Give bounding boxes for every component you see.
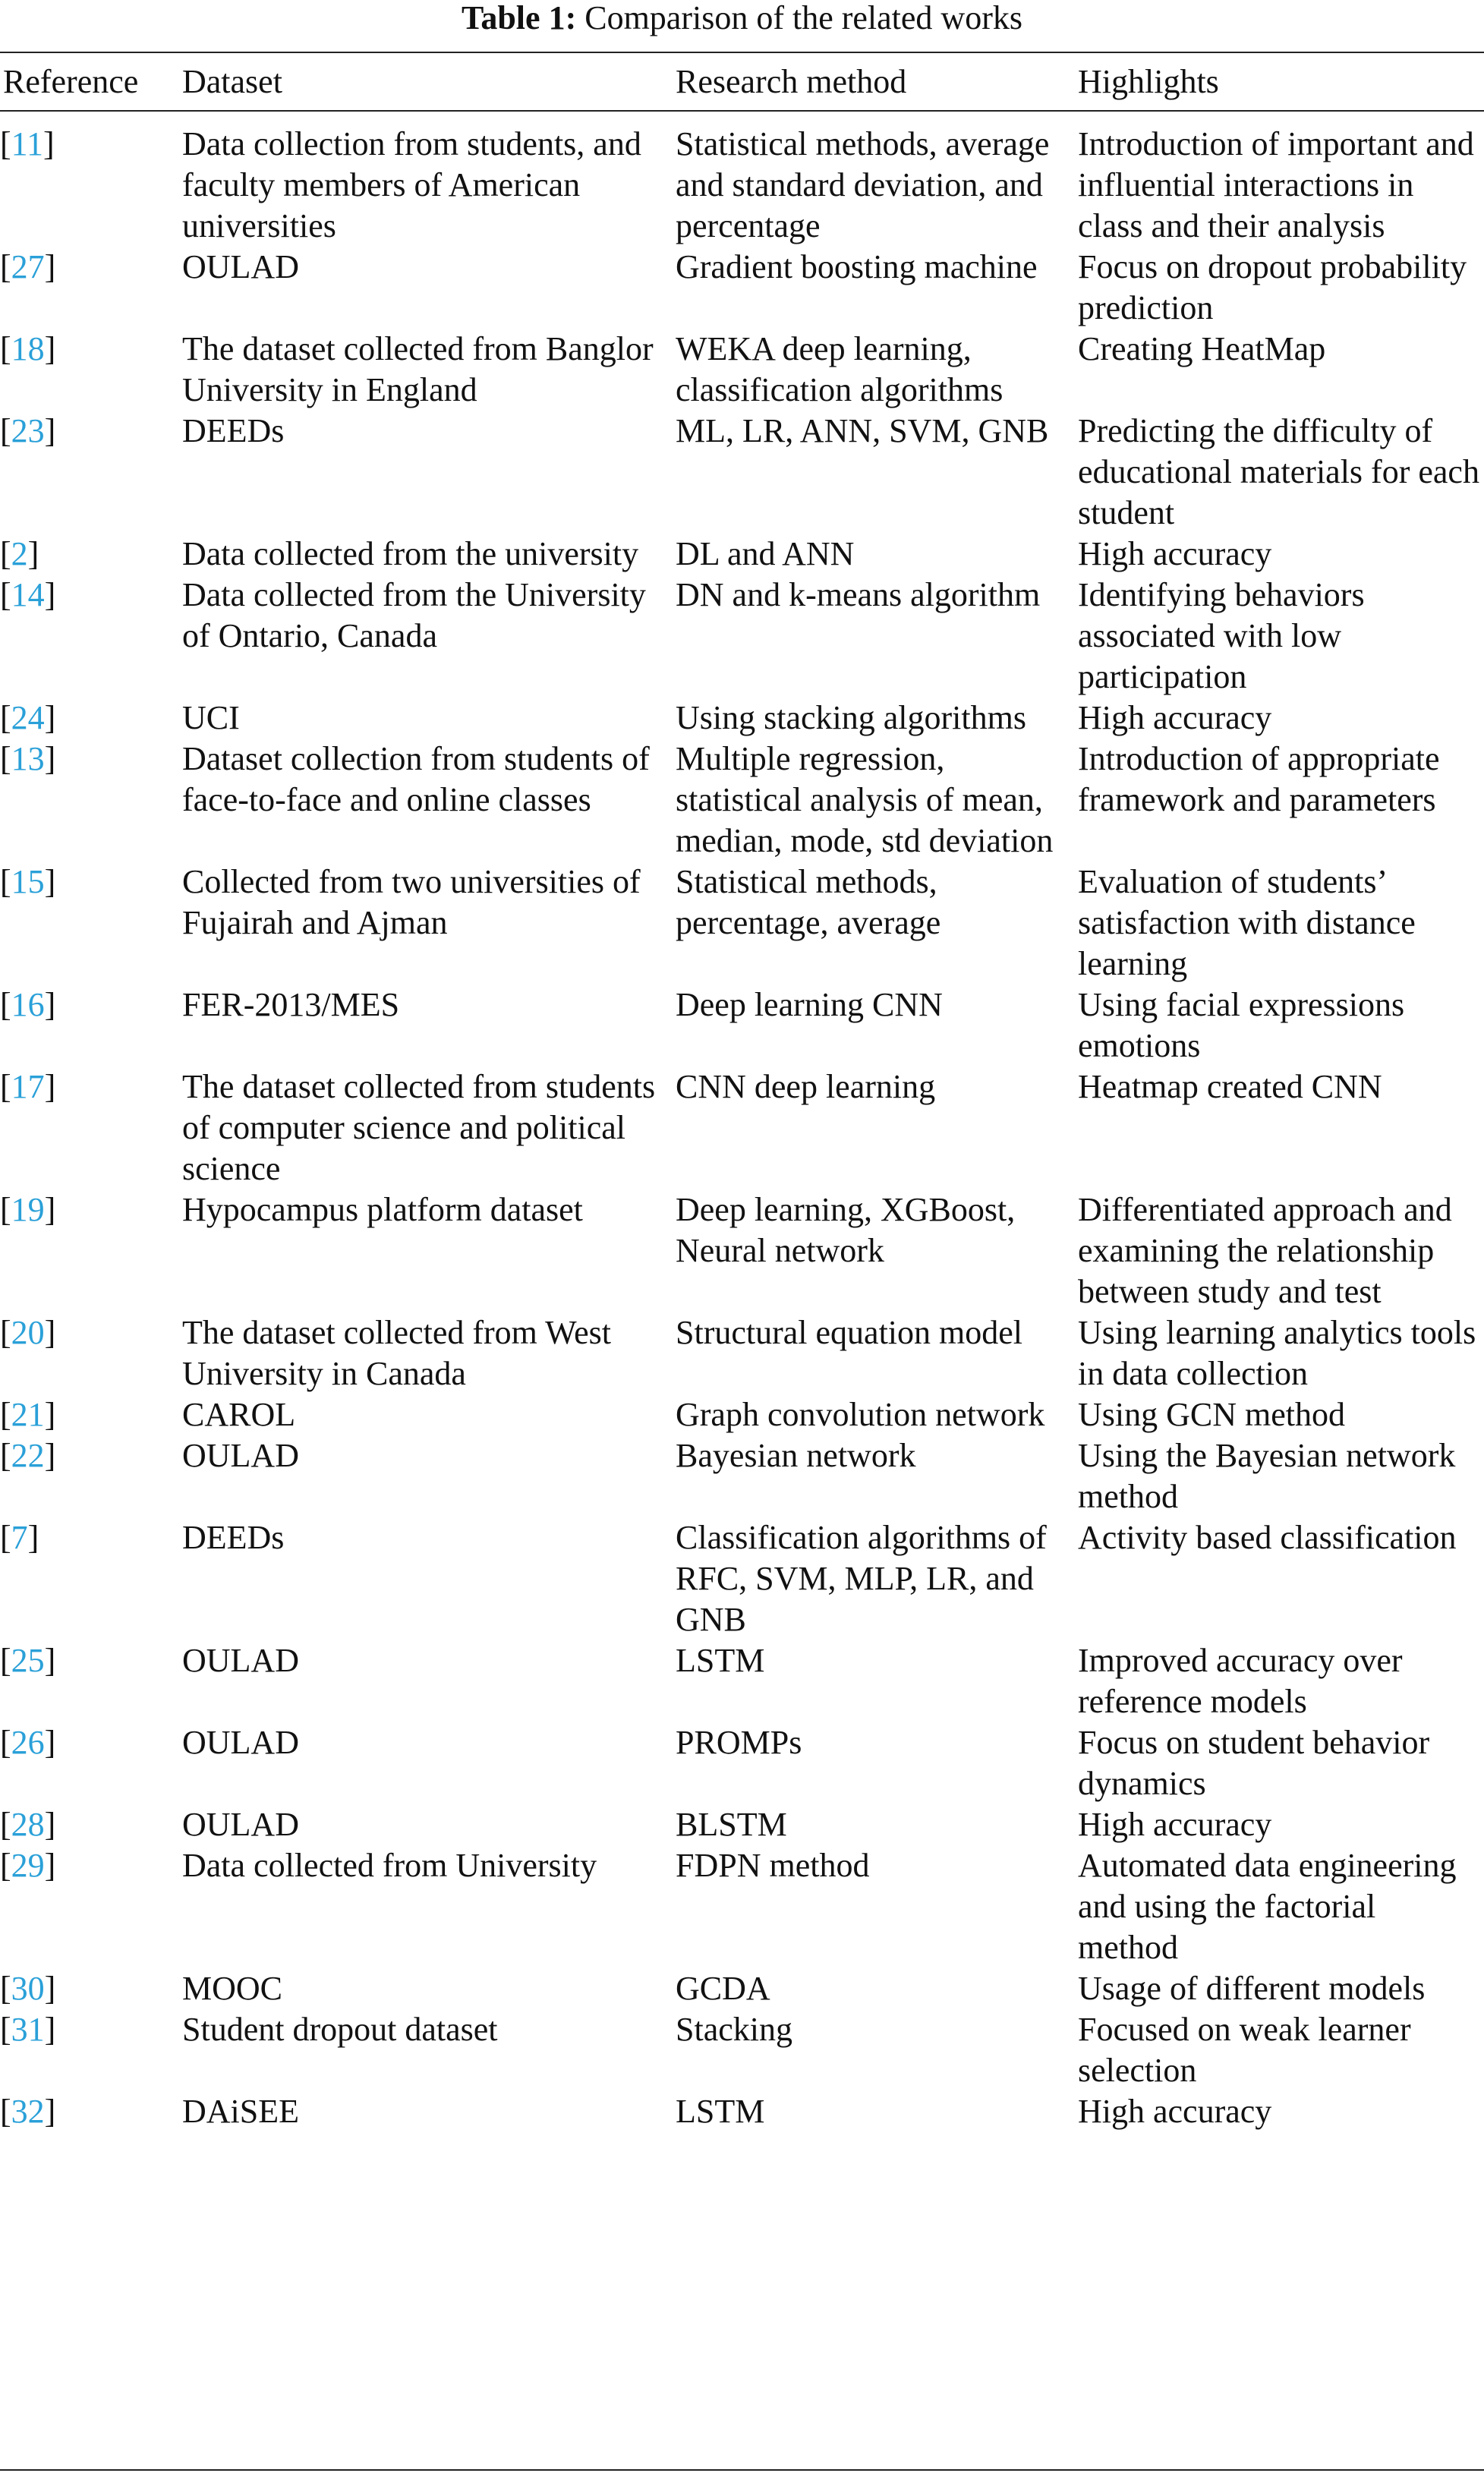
dataset-cell: Student dropout dataset — [182, 2011, 498, 2048]
citation-link[interactable]: 20 — [11, 1314, 45, 1351]
citation-bracket-open: [ — [0, 330, 11, 367]
table-row — [0, 1640, 1484, 1722]
citation-bracket-close: ] — [44, 330, 56, 367]
citation-bracket-open: [ — [0, 699, 11, 736]
highlights-cell: Evaluation of students’ satisfaction with distance learning — [1078, 863, 1416, 982]
citation-bracket-open: [ — [0, 1724, 11, 1761]
highlights-cell: High accuracy — [1078, 2093, 1272, 2130]
dataset-cell: OULAD — [182, 1724, 299, 1761]
research-method-cell: Gradient boosting machine — [676, 248, 1038, 285]
citation-bracket-close: ] — [44, 1068, 56, 1105]
citation-bracket-close: ] — [44, 699, 56, 736]
dataset-cell: The dataset collected from students of computer science and political science — [182, 1068, 656, 1187]
citation-bracket-open: [ — [0, 1519, 11, 1556]
table-row — [0, 1189, 1484, 1312]
citation-bracket-open: [ — [0, 248, 11, 285]
reference-cell — [0, 2091, 182, 2132]
reference-cell — [0, 1066, 182, 1189]
dataset-cell: The dataset collected from Banglor University in England — [182, 330, 654, 408]
dataset-cell: Dataset collection from students of face-to-face and online classes — [182, 740, 650, 818]
table-caption-label: Table 1: — [462, 0, 577, 36]
citation-bracket-close: ] — [44, 986, 56, 1023]
highlights-cell: High accuracy — [1078, 1806, 1272, 1843]
research-method-cell: Statistical methods, percentage, average — [676, 863, 941, 941]
reference-cell — [0, 1968, 182, 2009]
highlights-cell: Focused on weak learner selection — [1078, 2011, 1411, 2089]
table-row — [0, 247, 1484, 329]
citation-bracket-close: ] — [44, 1396, 56, 1433]
related-works-table — [0, 53, 1484, 2132]
highlights-cell: Identifying behaviors associated with low participation — [1078, 576, 1365, 695]
citation-bracket-close: ] — [44, 740, 56, 777]
citation-bracket-close: ] — [44, 1437, 56, 1474]
highlights-cell: Creating HeatMap — [1078, 330, 1326, 367]
table-row — [0, 534, 1484, 575]
citation-bracket-close: ] — [44, 1191, 56, 1228]
citation-link[interactable]: 26 — [11, 1724, 45, 1761]
citation-bracket-close: ] — [44, 1314, 56, 1351]
table-header-row — [0, 53, 1484, 110]
citation-bracket-close: ] — [44, 1970, 56, 2007]
dataset-cell: OULAD — [182, 1437, 299, 1474]
research-method-cell: Structural equation model — [676, 1314, 1022, 1351]
citation-bracket-close: ] — [44, 412, 56, 449]
table-row — [0, 1804, 1484, 1845]
research-method-cell: LSTM — [676, 1642, 765, 1679]
citation-bracket-close: ] — [44, 1642, 56, 1679]
reference-cell — [0, 2009, 182, 2091]
citation-link[interactable]: 16 — [11, 986, 45, 1023]
dataset-cell: MOOC — [182, 1970, 283, 2007]
table-row — [0, 1517, 1484, 1640]
citation-link[interactable]: 31 — [11, 2011, 45, 2048]
citation-link[interactable]: 21 — [11, 1396, 45, 1433]
research-method-cell: Multiple regression, statistical analysis of mean, median, mode, std deviation — [676, 740, 1054, 859]
dataset-cell: FER-2013/MES — [182, 986, 400, 1023]
research-method-cell: Deep learning, XGBoost, Neural network — [676, 1191, 1016, 1269]
table-row — [0, 739, 1484, 862]
reference-cell — [0, 1312, 182, 1394]
table-row — [0, 1312, 1484, 1394]
citation-bracket-close: ] — [44, 1724, 56, 1761]
reference-cell — [0, 1394, 182, 1435]
highlights-cell: Using learning analytics tools in data collection — [1078, 1314, 1476, 1392]
citation-link[interactable]: 2 — [11, 535, 28, 572]
highlights-cell: High accuracy — [1078, 699, 1272, 736]
citation-bracket-open: [ — [0, 1970, 11, 2007]
reference-cell — [0, 862, 182, 984]
citation-link[interactable]: 13 — [11, 740, 45, 777]
table-row — [0, 862, 1484, 984]
reference-cell — [0, 110, 182, 247]
research-method-cell: Bayesian network — [676, 1437, 916, 1474]
header-reference: Reference — [3, 62, 139, 100]
citation-bracket-open: [ — [0, 1396, 11, 1433]
reference-cell — [0, 739, 182, 862]
table-row — [0, 1394, 1484, 1435]
citation-bracket-open: [ — [0, 1806, 11, 1843]
dataset-cell: DAiSEE — [182, 2093, 299, 2130]
citation-link[interactable]: 25 — [11, 1642, 45, 1679]
table-body — [0, 110, 1484, 2132]
citation-link[interactable]: 14 — [11, 576, 45, 613]
research-method-cell: BLSTM — [676, 1806, 787, 1843]
citation-bracket-close: ] — [27, 1519, 39, 1556]
highlights-cell: Using facial expressions emotions — [1078, 986, 1405, 1064]
citation-bracket-close: ] — [44, 2011, 56, 2048]
dataset-cell: OULAD — [182, 1806, 299, 1843]
citation-bracket-open: [ — [0, 2011, 11, 2048]
highlights-cell: Improved accuracy over reference models — [1078, 1642, 1403, 1720]
header-highlights: Highlights — [1078, 62, 1219, 100]
research-method-cell: CNN deep learning — [676, 1068, 936, 1105]
research-method-cell: PROMPs — [676, 1724, 802, 1761]
citation-link[interactable]: 15 — [11, 863, 45, 900]
highlights-cell: Using GCN method — [1078, 1396, 1345, 1433]
research-method-cell: ML, LR, ANN, SVM, GNB — [676, 412, 1049, 449]
dataset-cell: OULAD — [182, 1642, 299, 1679]
citation-bracket-open: [ — [0, 412, 11, 449]
table-caption-title: Comparison of the related works — [584, 0, 1022, 36]
citation-bracket-open: [ — [0, 535, 11, 572]
reference-cell — [0, 247, 182, 329]
table-row — [0, 984, 1484, 1066]
research-method-cell: Using stacking algorithms — [676, 699, 1026, 736]
research-method-cell: Stacking — [676, 2011, 792, 2048]
citation-bracket-open: [ — [0, 1437, 11, 1474]
citation-link[interactable]: 22 — [11, 1437, 45, 1474]
citation-link[interactable]: 18 — [11, 330, 45, 367]
citation-bracket-close: ] — [44, 2093, 56, 2130]
dataset-cell: OULAD — [182, 248, 299, 285]
reference-cell — [0, 329, 182, 411]
citation-bracket-open: [ — [0, 1191, 11, 1228]
citation-bracket-open: [ — [0, 740, 11, 777]
citation-bracket-close: ] — [44, 576, 56, 613]
highlights-cell: Introduction of appropriate framework and parameters — [1078, 740, 1440, 818]
citation-link[interactable]: 29 — [11, 1847, 45, 1884]
citation-link[interactable]: 27 — [11, 248, 45, 285]
highlights-cell: Introduction of important and influential interactions in class and their analysis — [1078, 125, 1474, 244]
table-row — [0, 575, 1484, 698]
highlights-cell: Activity based classification — [1078, 1519, 1457, 1556]
citation-link[interactable]: 24 — [11, 699, 45, 736]
reference-cell — [0, 1640, 182, 1722]
citation-bracket-open: [ — [0, 576, 11, 613]
citation-bracket-close: ] — [27, 535, 39, 572]
reference-cell — [0, 411, 182, 534]
research-method-cell: FDPN method — [676, 1847, 870, 1884]
dataset-cell: CAROL — [182, 1396, 296, 1433]
dataset-cell: The dataset collected from West University in Canada — [182, 1314, 611, 1392]
highlights-cell: Focus on dropout probability prediction — [1078, 248, 1467, 326]
research-method-cell: Graph convolution network — [676, 1396, 1045, 1433]
dataset-cell: DEEDs — [182, 1519, 285, 1556]
research-method-cell: LSTM — [676, 2093, 765, 2130]
dataset-cell: UCI — [182, 699, 240, 736]
citation-link[interactable]: 23 — [11, 412, 45, 449]
dataset-cell: Data collected from the University of Ontario, Canada — [182, 576, 646, 654]
reference-cell — [0, 984, 182, 1066]
highlights-cell: High accuracy — [1078, 535, 1272, 572]
table-row — [0, 1435, 1484, 1517]
reference-cell — [0, 1189, 182, 1312]
citation-bracket-open: [ — [0, 2093, 11, 2130]
reference-cell — [0, 1435, 182, 1517]
table-row — [0, 1066, 1484, 1189]
citation-bracket-open: [ — [0, 1314, 11, 1351]
citation-link[interactable]: 32 — [11, 2093, 45, 2130]
reference-cell — [0, 1517, 182, 1640]
reference-cell — [0, 1722, 182, 1804]
table-row — [0, 329, 1484, 411]
research-method-cell: DN and k-means algorithm — [676, 576, 1041, 613]
highlights-cell: Using the Bayesian network method — [1078, 1437, 1456, 1515]
reference-cell — [0, 698, 182, 739]
highlights-cell: Automated data engineering and using the factorial method — [1078, 1847, 1457, 1966]
citation-bracket-open: [ — [0, 125, 11, 162]
highlights-cell: Heatmap created CNN — [1078, 1068, 1382, 1105]
citation-link[interactable]: 17 — [11, 1068, 45, 1105]
table-row — [0, 2009, 1484, 2091]
citation-link[interactable]: 28 — [11, 1806, 45, 1843]
citation-bracket-close: ] — [44, 863, 56, 900]
citation-bracket-close: ] — [43, 125, 55, 162]
highlights-cell: Differentiated approach and examining the relationship between study and test — [1078, 1191, 1452, 1310]
research-method-cell: WEKA deep learning, classification algorithms — [676, 330, 1004, 408]
table-row — [0, 110, 1484, 247]
research-method-cell: Statistical methods, average and standard deviation, and percentage — [676, 125, 1050, 244]
citation-bracket-close: ] — [44, 1806, 56, 1843]
citation-bracket-open: [ — [0, 1068, 11, 1105]
citation-link[interactable]: 7 — [11, 1519, 28, 1556]
reference-cell — [0, 1845, 182, 1968]
table-row — [0, 1968, 1484, 2009]
citation-bracket-open: [ — [0, 863, 11, 900]
table-row — [0, 2091, 1484, 2132]
dataset-cell: Data collected from the university — [182, 535, 639, 572]
research-method-cell: Deep learning CNN — [676, 986, 943, 1023]
citation-link[interactable]: 19 — [11, 1191, 45, 1228]
table-row — [0, 1845, 1484, 1968]
citation-bracket-close: ] — [44, 248, 56, 285]
header-dataset: Dataset — [182, 62, 282, 100]
highlights-cell: Predicting the difficulty of educational materials for each student — [1078, 412, 1479, 531]
highlights-cell: Usage of different models — [1078, 1970, 1426, 2007]
dataset-cell: Data collected from University — [182, 1847, 597, 1884]
citation-bracket-open: [ — [0, 1642, 11, 1679]
citation-bracket-open: [ — [0, 1847, 11, 1884]
reference-cell — [0, 1804, 182, 1845]
research-method-cell: GCDA — [676, 1970, 770, 2007]
citation-link[interactable]: 30 — [11, 1970, 45, 2007]
table-bottom-rule — [0, 2469, 1484, 2471]
reference-cell — [0, 534, 182, 575]
header-research-method: Research method — [676, 62, 907, 100]
table-row — [0, 698, 1484, 739]
citation-link[interactable]: 11 — [11, 125, 44, 162]
research-method-cell: DL and ANN — [676, 535, 855, 572]
table-caption — [0, 0, 1484, 39]
research-method-cell: Classification algorithms of RFC, SVM, MLP, LR, and GNB — [676, 1519, 1047, 1638]
dataset-cell: Data collection from students, and faculty members of American universities — [182, 125, 641, 244]
reference-cell — [0, 575, 182, 698]
dataset-cell: Hypocampus platform dataset — [182, 1191, 583, 1228]
dataset-cell: DEEDs — [182, 412, 285, 449]
table-row — [0, 411, 1484, 534]
highlights-cell: Focus on student behavior dynamics — [1078, 1724, 1430, 1802]
citation-bracket-close: ] — [44, 1847, 56, 1884]
dataset-cell: Collected from two universities of Fujairah and Ajman — [182, 863, 641, 941]
citation-bracket-open: [ — [0, 986, 11, 1023]
table-row — [0, 1722, 1484, 1804]
